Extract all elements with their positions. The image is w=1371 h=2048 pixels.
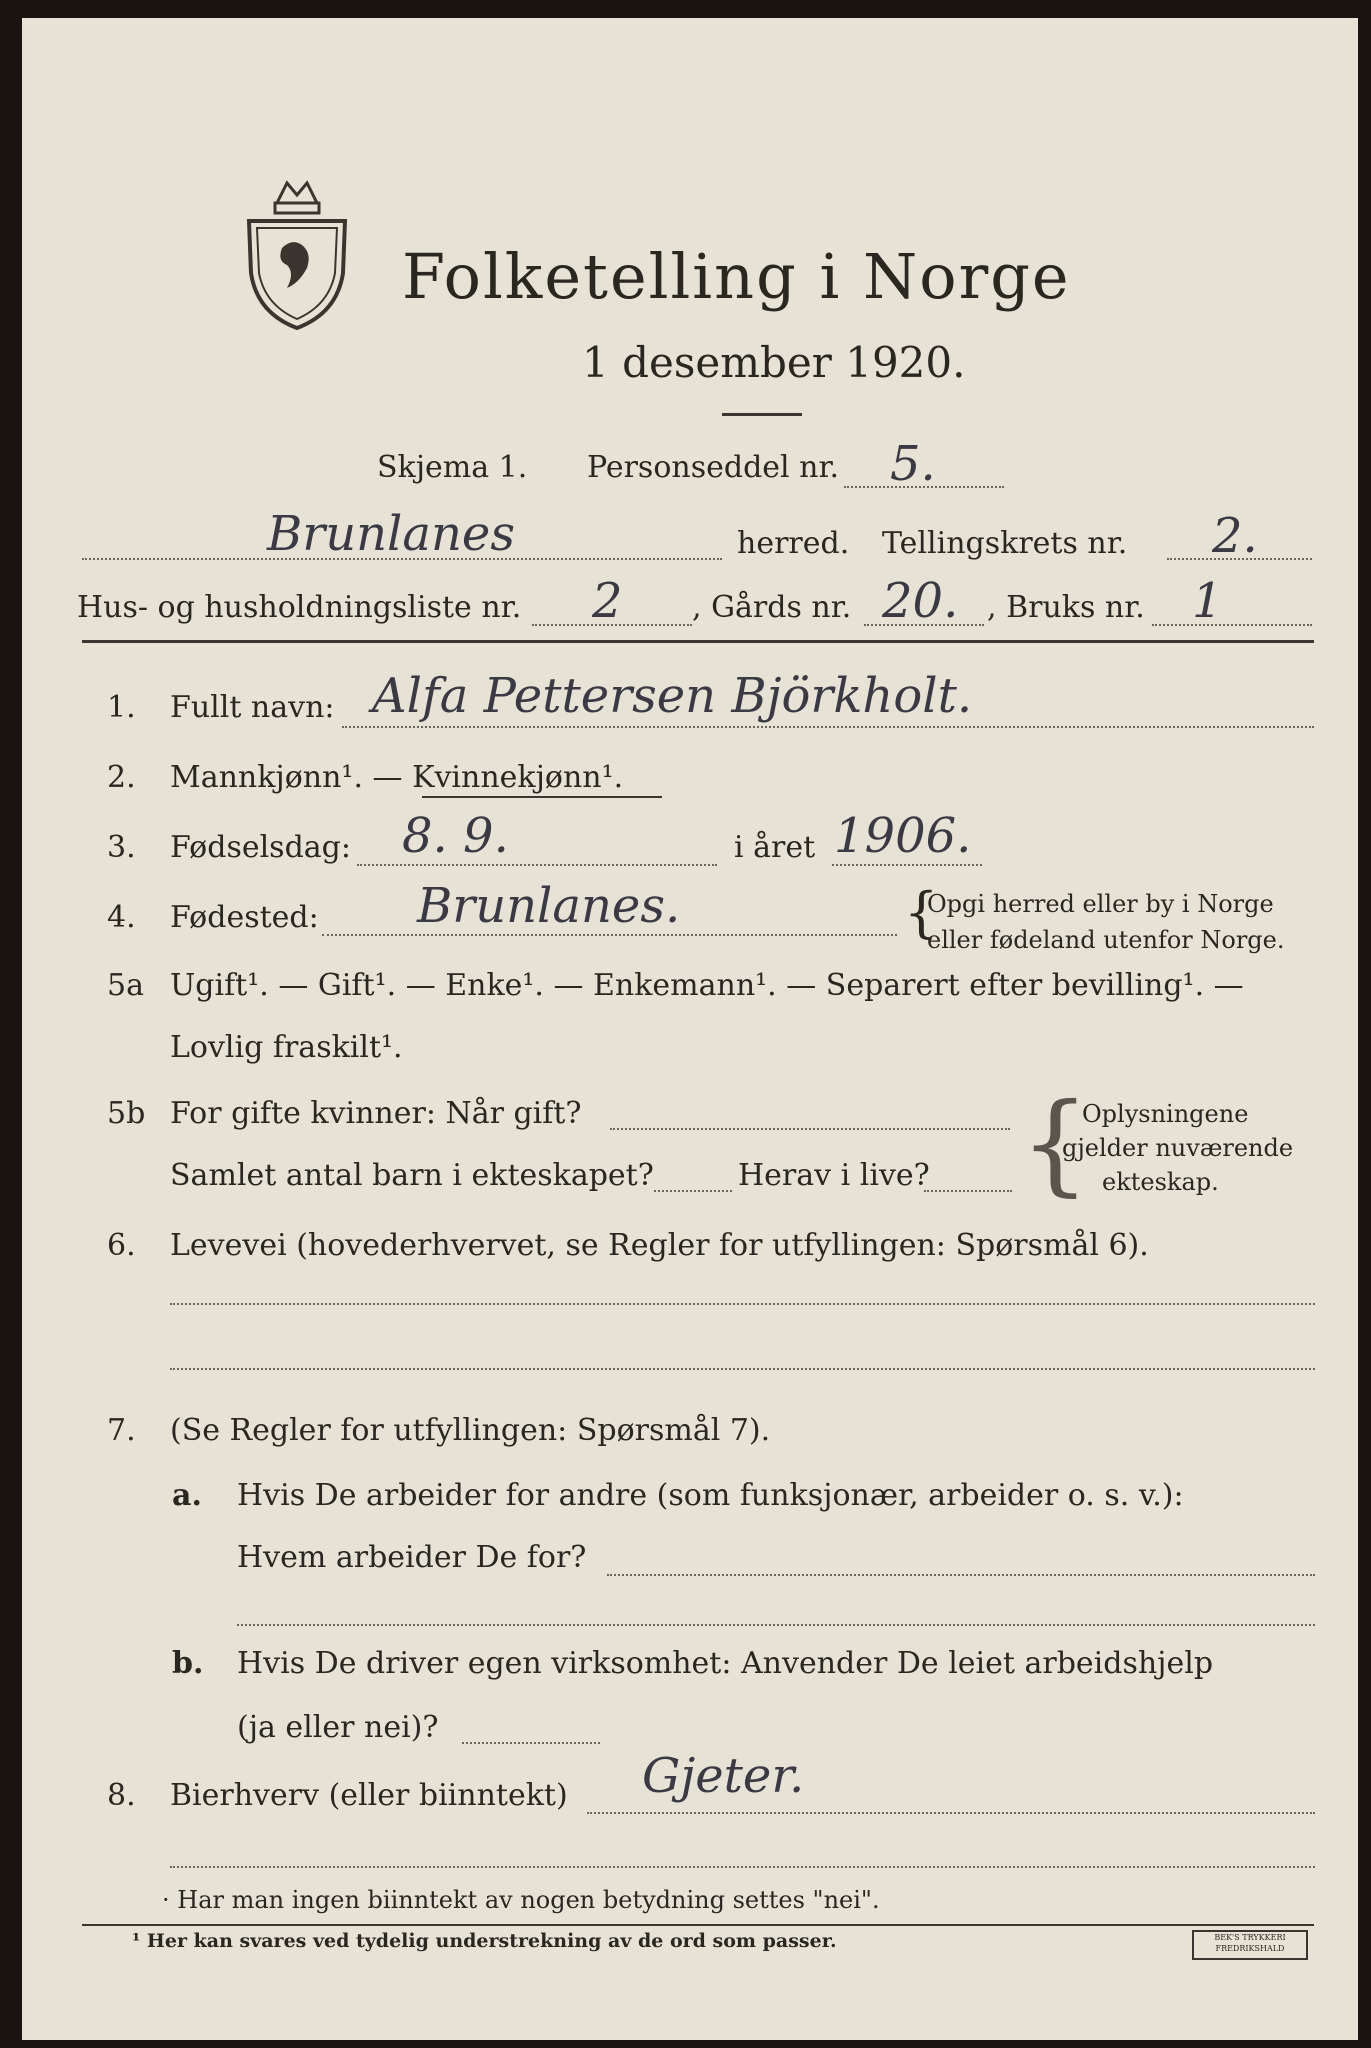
antal-barn-line bbox=[654, 1190, 732, 1192]
q1-line bbox=[342, 726, 1314, 728]
hus-value[interactable]: 2 bbox=[592, 573, 623, 629]
q6-answer-line1[interactable] bbox=[170, 1303, 1315, 1305]
q7b-letter: b. bbox=[172, 1646, 204, 1681]
q8-number: 8. bbox=[107, 1778, 136, 1813]
q8-label: Bierhverv (eller biinntekt) bbox=[170, 1778, 568, 1813]
q1-number: 1. bbox=[107, 690, 136, 725]
q5a-number: 5a bbox=[107, 968, 144, 1003]
q4-line bbox=[322, 934, 897, 936]
birth-year-value[interactable]: 1906. bbox=[834, 808, 972, 864]
census-date: 1 desember 1920. bbox=[582, 338, 966, 387]
q7a-line2: Hvem arbeider De for? bbox=[237, 1540, 587, 1575]
q5b-line2a: Samlet antal barn i ekteskapet? bbox=[170, 1158, 654, 1193]
bierhverv-value[interactable]: Gjeter. bbox=[642, 1748, 805, 1804]
q5b-note1: Oplysningene bbox=[1082, 1100, 1249, 1128]
q2-number: 2. bbox=[107, 760, 136, 795]
bruks-label: , Bruks nr. bbox=[987, 590, 1145, 625]
q8-answer-line2[interactable] bbox=[170, 1866, 1315, 1868]
q8-line bbox=[587, 1812, 1315, 1814]
tellingskrets-label: Tellingskrets nr. bbox=[882, 526, 1128, 561]
tellingskrets-value[interactable]: 2. bbox=[1212, 508, 1258, 564]
q2-label: Mannkjønn¹. — Kvinnekjønn¹. bbox=[170, 760, 624, 795]
q5a-line2: Lovlig fraskilt¹. bbox=[170, 1030, 403, 1065]
skjema-label: Skjema 1. bbox=[377, 450, 528, 485]
q5b-line2b: Herav i live? bbox=[738, 1158, 930, 1193]
q7b-answer-line[interactable] bbox=[462, 1742, 600, 1744]
q7b-line1: Hvis De driver egen virksomhet: Anvender De leiet arbeidshjelp bbox=[237, 1646, 1214, 1681]
birthplace-value[interactable]: Brunlanes. bbox=[417, 878, 681, 934]
form-title: Folketelling i Norge bbox=[402, 240, 1071, 313]
personseddel-value[interactable]: 5. bbox=[890, 436, 936, 492]
q5b-line1: For gifte kvinner: Når gift? bbox=[170, 1096, 582, 1131]
kvinnekjonn-underline bbox=[422, 796, 662, 798]
note-brace-2: { bbox=[1020, 1079, 1090, 1207]
q4-number: 4. bbox=[107, 900, 136, 935]
q7a-answer-line2[interactable] bbox=[237, 1624, 1315, 1626]
bruks-line bbox=[1152, 624, 1312, 626]
personseddel-label: Personseddel nr. bbox=[587, 450, 840, 485]
birthdate-value[interactable]: 8. 9. bbox=[402, 808, 509, 864]
q7a-line1: Hvis De arbeider for andre (som funksjonær, arbeider o. s. v.): bbox=[237, 1478, 1184, 1513]
herred-value[interactable]: Brunlanes bbox=[267, 506, 515, 562]
q3-line bbox=[357, 864, 717, 866]
hus-label: Hus- og husholdningsliste nr. bbox=[77, 590, 522, 625]
q4-label: Fødested: bbox=[170, 900, 319, 935]
gards-value[interactable]: 20. bbox=[882, 573, 959, 629]
full-name-value[interactable]: Alfa Pettersen Björkholt. bbox=[372, 668, 973, 724]
year-line bbox=[832, 864, 982, 866]
q6-number: 6. bbox=[107, 1228, 136, 1263]
i-live-line bbox=[924, 1190, 1012, 1192]
q1-label: Fullt navn: bbox=[170, 690, 335, 725]
q5b-note3: ekteskap. bbox=[1102, 1168, 1219, 1196]
bruks-value[interactable]: 1 bbox=[1192, 573, 1223, 629]
q3-label: Fødselsdag: bbox=[170, 830, 351, 865]
printer-stamp: BEK'S TRYKKERI FREDRIKSHALD bbox=[1192, 1930, 1308, 1960]
year-label: i året bbox=[734, 830, 816, 865]
footer-rule bbox=[82, 1924, 1314, 1926]
q7-number: 7. bbox=[107, 1413, 136, 1448]
herred-label: herred. bbox=[737, 526, 850, 561]
q7b-line2: (ja eller nei)? bbox=[237, 1710, 439, 1745]
q3-number: 3. bbox=[107, 830, 136, 865]
q5b-note2: gjelder nuværende bbox=[1062, 1134, 1294, 1162]
q7a-answer-line[interactable] bbox=[607, 1574, 1315, 1576]
q4-note-line2: eller fødeland utenfor Norge. bbox=[927, 926, 1285, 954]
census-form bbox=[22, 18, 1358, 2040]
q5b-number: 5b bbox=[107, 1096, 146, 1131]
gards-label: , Gårds nr. bbox=[692, 590, 852, 625]
q4-note-line1: Opgi herred eller by i Norge bbox=[927, 890, 1274, 918]
q7a-letter: a. bbox=[172, 1478, 202, 1513]
nar-gift-line bbox=[610, 1128, 1010, 1130]
q6-answer-line2[interactable] bbox=[170, 1368, 1315, 1370]
q5a-line1: Ugift¹. — Gift¹. — Enke¹. — Enkemann¹. — Separert efter bevilling¹. — bbox=[170, 968, 1244, 1003]
coat-of-arms-icon bbox=[237, 173, 357, 333]
q6-label: Levevei (hovederhvervet, se Regler for utfyllingen: Spørsmål 6). bbox=[170, 1228, 1149, 1263]
footer-note: · Har man ingen biinntekt av nogen betydning settes "nei". bbox=[162, 1886, 880, 1914]
title-divider bbox=[722, 413, 802, 416]
footnote: ¹ Her kan svares ved tydelig understrekning av de ord som passer. bbox=[132, 1930, 837, 1952]
note-brace: { bbox=[904, 881, 939, 944]
q7-label: (Se Regler for utfyllingen: Spørsmål 7). bbox=[170, 1413, 771, 1448]
header-rule bbox=[82, 640, 1314, 643]
